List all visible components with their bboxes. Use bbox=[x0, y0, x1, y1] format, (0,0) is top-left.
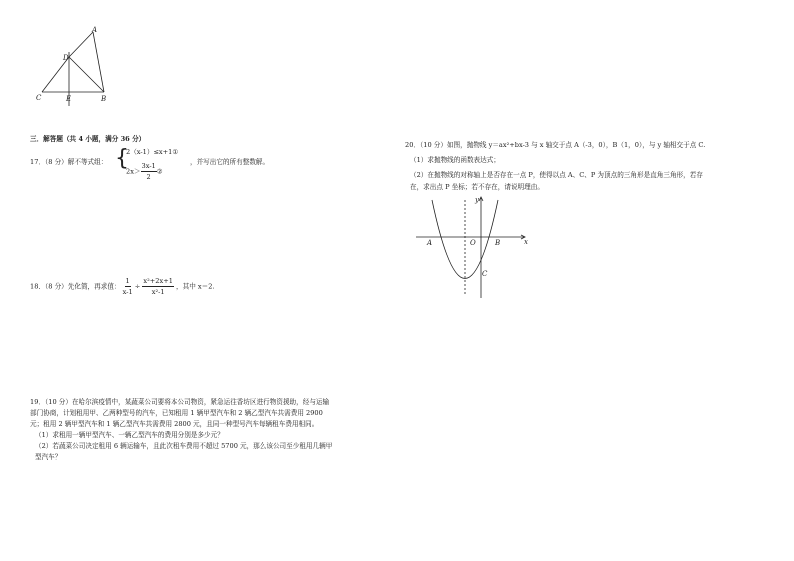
q18-f1-den: x-1 bbox=[122, 288, 133, 296]
q19-line-3: 元；租用 2 辆甲型汽车和 1 辆乙型汽车共需费用 2800 元，且同一种型号汽车每辆租车费用相同。 bbox=[30, 420, 319, 428]
point-b-label: B bbox=[495, 239, 501, 247]
q17-suffix: ，并写出它的所有整数解。 bbox=[190, 158, 270, 166]
y-axis-label: y bbox=[475, 196, 479, 204]
q18-prefix: 18．（8 分）先化简，再求值： bbox=[30, 282, 121, 291]
q17-ineq2 bbox=[126, 161, 163, 182]
q17-brace: { bbox=[115, 146, 129, 171]
q17-prefix: 17．（8 分）解不等式组： bbox=[30, 158, 108, 166]
q19-line-1: 19．（10 分）在哈尔滨疫情中，某蔬菜公司要将本公司物资，紧急运往香坊区进行物资援助，经与运输 bbox=[30, 398, 330, 406]
q18-f2-den: x²-1 bbox=[151, 288, 165, 296]
q17-fraction bbox=[141, 161, 157, 182]
q17-ineq2-right: ② bbox=[156, 167, 163, 176]
q19-line-6: 型汽车？ bbox=[35, 453, 62, 461]
q17-ineq2-left: 2x＞ bbox=[126, 167, 141, 176]
label-e: E bbox=[66, 95, 72, 103]
q19-line-4: （1）求租用一辆甲型汽车、一辆乙型汽车的费用分别是多少元？ bbox=[35, 431, 224, 439]
point-c-label: C bbox=[482, 270, 488, 278]
parabola-curve bbox=[432, 200, 501, 279]
q20-line-1: 20．（10 分）如图，抛物线 y＝ax²+bx-3 与 x 轴交于点 A（-3，0），B（1，0），与 y 轴相交于点 C. bbox=[405, 141, 706, 149]
q18-expression bbox=[30, 276, 215, 297]
q20-line-3: （2）在抛物线的对称轴上是否存在一点 P，使得以点 A、C、P 为顶点的三角形是直角三角形，若存 bbox=[410, 171, 703, 179]
q17-frac-num: 3x-1 bbox=[141, 162, 156, 170]
q17-ineq1: 2（x-1）≤x+1① bbox=[126, 148, 179, 156]
label-d: D bbox=[63, 54, 69, 62]
label-c: C bbox=[36, 94, 42, 102]
q18-f1-num: 1 bbox=[125, 277, 130, 285]
q19-line-2: 部门协商，计划租用甲、乙两种型号的汽车，已知租用 1 辆甲型汽车和 2 辆乙型汽车共需费用 2900 bbox=[30, 409, 323, 417]
triangle-figure bbox=[30, 24, 120, 108]
q20-line-2: （1）求抛物线的函数表达式； bbox=[410, 156, 500, 164]
q17-frac-den: 2 bbox=[146, 173, 151, 181]
q19-line-5: （2）若蔬菜公司决定租用 6 辆运输车，且此次租车费用不超过 5700 元，那么该公司至少租用几辆甲 bbox=[35, 442, 333, 450]
q18-suffix: ，其中 x＝2. bbox=[176, 282, 215, 291]
parabola-figure bbox=[410, 192, 535, 302]
q18-fraction-1 bbox=[123, 276, 133, 297]
label-a: A bbox=[92, 26, 98, 34]
segment-da bbox=[69, 32, 93, 57]
label-b: B bbox=[101, 95, 107, 103]
origin-label: O bbox=[470, 239, 476, 247]
segment-ca bbox=[42, 57, 69, 92]
point-a-label: A bbox=[427, 239, 433, 247]
x-axis-label: x bbox=[524, 238, 528, 246]
section-heading: 三．解答题（共 4 小题，满分 36 分） bbox=[30, 135, 146, 143]
q20-line-4: 在，求出点 P 坐标；若不存在，请说明理由。 bbox=[410, 183, 544, 191]
q18-operator: ÷ bbox=[134, 282, 141, 291]
q18-fraction-2 bbox=[142, 276, 174, 297]
q18-f2-num: x²+2x+1 bbox=[143, 277, 173, 285]
